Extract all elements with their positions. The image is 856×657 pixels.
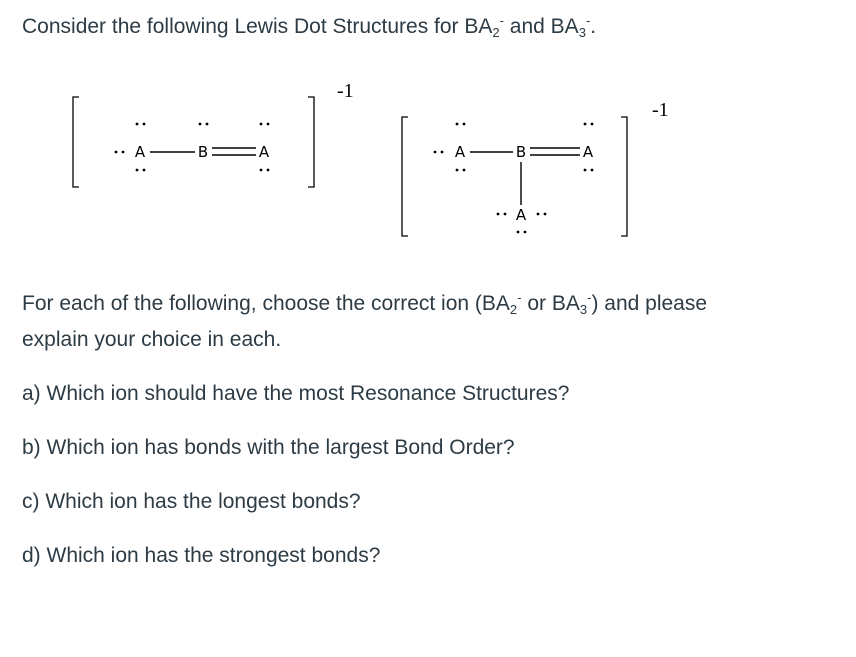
question-b: b) Which ion has bonds with the largest Bond Order? — [22, 436, 515, 459]
intro-sub-2: 2 — [509, 302, 518, 317]
intro-prefix: For each of the following, choose the correct ion (BA — [22, 292, 510, 315]
intro-text-line-1 — [22, 291, 707, 316]
ba2-atom-a-left: A — [134, 143, 146, 161]
intro-suffix: ) and please — [591, 292, 708, 315]
intro-sup-minus-2: - — [587, 290, 592, 305]
title-sub-3: 3 — [578, 25, 586, 40]
title-middle: and BA — [503, 15, 579, 38]
ba2-left-bracket — [73, 97, 79, 187]
title-sup-minus-2: - — [585, 13, 591, 28]
question-a: a) Which ion should have the most Resonance Structures? — [22, 382, 570, 405]
title-sub-2: 2 — [492, 25, 500, 40]
ba2-atom-a-right: A — [258, 143, 270, 161]
ba3-lewis-structure — [402, 99, 669, 236]
intro-sup-minus-1: - — [517, 290, 522, 305]
title-sup-minus-1: - — [499, 13, 504, 28]
question-d: d) Which ion has the strongest bonds? — [22, 544, 381, 567]
lewis-structures-figure — [0, 0, 856, 290]
intro-or-text: or BA — [521, 292, 580, 315]
ba3-right-bracket — [621, 117, 627, 236]
question-c: c) Which ion has the longest bonds? — [22, 490, 361, 513]
ba3-charge: -1 — [652, 99, 669, 121]
ba3-atom-b: B — [515, 143, 527, 161]
title-prefix: Consider the following Lewis Dot Structures for BA — [22, 15, 493, 38]
ba2-right-bracket — [308, 97, 314, 187]
ba2-charge: -1 — [337, 80, 354, 102]
ba3-atom-a-right: A — [582, 143, 594, 161]
ba2-lewis-structure — [73, 80, 354, 187]
title-suffix: . — [590, 15, 597, 38]
ba3-atom-a-left: A — [454, 143, 466, 161]
ba3-atom-a-bottom: A — [515, 206, 527, 224]
intro-sub-3: 3 — [579, 302, 588, 317]
ba2-atom-b: B — [197, 143, 209, 161]
ba3-left-bracket — [402, 117, 408, 236]
intro-text-line-2: explain your choice in each. — [22, 328, 282, 351]
ba3-lone-pairs — [434, 123, 594, 234]
